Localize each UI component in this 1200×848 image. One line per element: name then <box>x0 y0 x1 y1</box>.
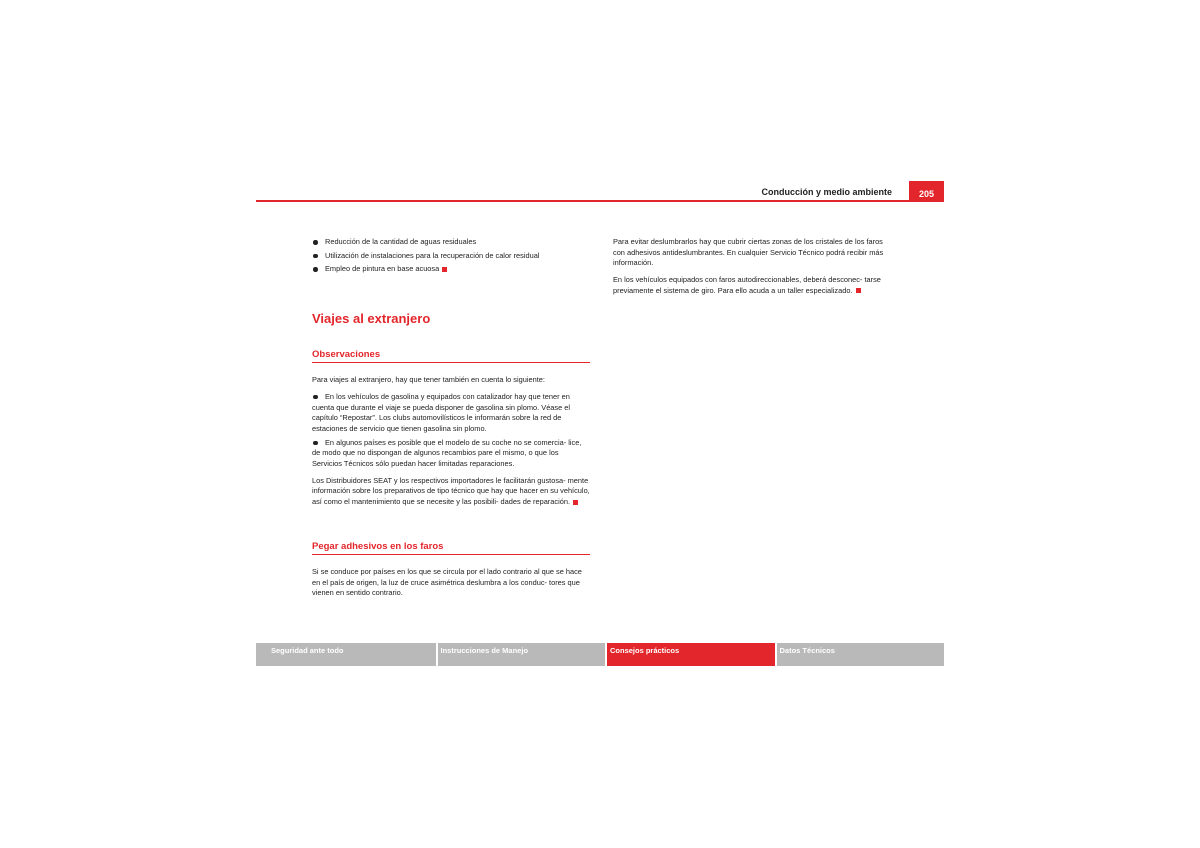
list-item <box>312 392 590 435</box>
list-item <box>312 251 590 262</box>
end-of-section-mark <box>442 267 447 272</box>
subsection-heading-adhesivos: Pegar adhesivos en los faros <box>312 541 590 555</box>
paragraph: Para viajes al extranjero, hay que tener también en cuenta lo siguiente: <box>312 375 545 385</box>
tab-consejos[interactable]: Consejos prácticos <box>607 643 775 666</box>
paragraph-text: Los Distribuidores SEAT y los respectivos importadores le facilitarán gustosa- mente información sobre los preparativos de tipo técnico que hay que hacer en su vehículo, así como el mantenimiento que se necesite y las posibili- dades de reparación. <box>312 475 590 507</box>
subsection-heading-observaciones: Observaciones <box>312 349 590 363</box>
list-item-text: En algunos países es posible que el modelo de su coche no se comercia- lice, de modo que no dispongan de algunos recambios pare el mismo, o que los Servicios Técnicos sólo puedan hacer limitadas reparaciones. <box>312 437 582 469</box>
left-column <box>312 237 590 605</box>
paragraph-text: En los vehículos equipados con faros autodireccionables, deberá desconec- tarse previamente el sistema de giro. Para ello acuda a un taller especializado. <box>613 275 881 295</box>
list-item-text: Empleo de pintura en base acuosa <box>325 264 440 274</box>
page-number: 205 <box>909 181 944 202</box>
footer-nav <box>256 643 944 666</box>
paragraph <box>312 476 590 508</box>
paragraph: Si se conduce por países en los que se circula por el lado contrario al que se hace en el país de origen, la luz de cruce asimétrica deslumbra a los conduc- tores que vienen en sentido contrario. <box>312 566 582 598</box>
list-item-text: En los vehículos de gasolina y equipados con catalizador hay que tener en cuenta que durante el viaje se pueda disponer de gasolina sin plomo. Véase el capítulo “Repostar”. Los clubs automovilísticos le informarán sobre la red de estaciones de servicio que tienen gasolina sin plomo. <box>312 391 571 433</box>
tab-datos[interactable]: Datos Técnicos <box>777 643 945 666</box>
list-item <box>312 237 590 248</box>
list-item-text: Reducción de la cantidad de aguas residuales <box>325 237 477 246</box>
tab-instrucciones[interactable]: Instrucciones de Manejo <box>438 643 606 666</box>
tab-seguridad[interactable]: Seguridad ante todo <box>256 643 436 666</box>
header-rule <box>256 200 944 202</box>
paragraph <box>613 275 891 296</box>
end-of-section-mark <box>856 288 861 293</box>
list-item <box>312 438 590 470</box>
list-item-text: Utilización de instalaciones para la recuperación de calor residual <box>325 250 540 260</box>
end-of-section-mark <box>573 500 578 505</box>
list-item <box>312 264 590 275</box>
section-title: Viajes al extranjero <box>312 311 431 327</box>
right-column <box>613 237 891 303</box>
chapter-title: Conducción y medio ambiente <box>761 187 892 197</box>
paragraph: Para evitar deslumbrarlos hay que cubrir ciertas zonas de los cristales de los faros con adhesivos antideslumbrantes. En cualquier Servicio Técnico podrá recibir más información. <box>613 237 884 268</box>
